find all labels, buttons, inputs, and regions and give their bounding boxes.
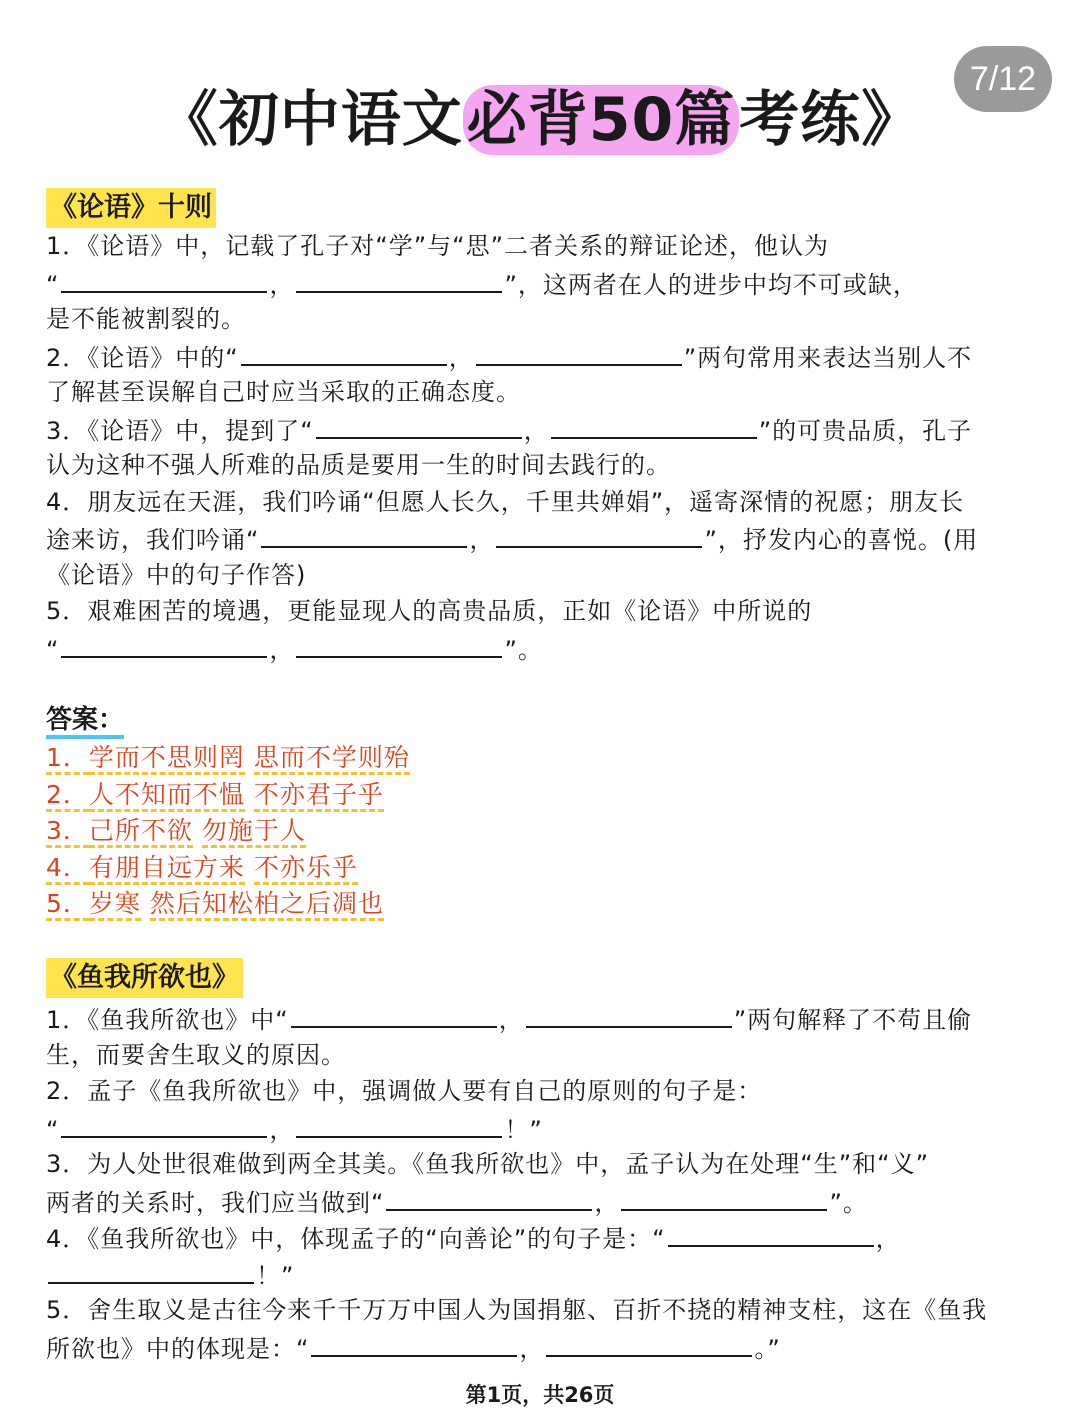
answer-blank[interactable] [316,411,522,439]
answer-blank[interactable] [61,1110,267,1138]
answer-blank[interactable] [551,411,757,439]
question-line: 途来访，我们吟诵“ ， ”，抒发内心的喜悦。(用 [46,520,1036,556]
page-counter-badge: 7/12 [954,46,1052,112]
title-suffix: 考练》 [739,85,923,155]
answer-item: 1．学而不思则罔 思而不学则殆 [46,740,410,776]
answer-blank[interactable] [386,1183,592,1211]
question-line: 5．艰难困苦的境遇，更能显现人的高贵品质，正如《论语》中所说的 [46,597,813,625]
answer-blank[interactable] [476,338,682,366]
question-line: 是不能被割裂的。 [46,305,246,333]
answer-blank[interactable] [296,1110,502,1138]
answer-blank[interactable] [291,1000,497,1028]
question-line: ！” [46,1256,1036,1292]
question-line: 3．为人处世很难做到两全其美。《鱼我所欲也》中，孟子认为在处理“生”和“义” [46,1150,930,1178]
answer-blank[interactable] [48,1256,254,1284]
question-line: 2．《论语》中的“ ， ”两句常用来表达当别人不 [46,338,1036,374]
answer-blank[interactable] [241,338,447,366]
section-heading-lunyu: 《论语》十则 [46,188,216,228]
title-prefix: 《初中语文 [157,85,463,155]
page-title [0,84,1080,156]
page-footer: 第1页，共26页 [465,1383,615,1407]
answer-item: 2．人不知而不愠 不亦君子乎 [46,777,384,813]
answer-item: 3．己所不欲 勿施于人 [46,813,306,849]
question-line: “ ， ”，这两者在人的进步中均不可或缺， [46,265,1036,301]
question-line: 《论语》中的句子作答) [46,561,307,589]
answer-blank[interactable] [526,1000,732,1028]
question-line: “ ， ”。 [46,630,1036,666]
question-line: 5．舍生取义是古往今来千千万万中国人为国捐躯、百折不挠的精神支柱，这在《鱼我 [46,1296,988,1324]
answers-heading: 答案： [46,702,124,738]
question-line: 1．《鱼我所欲也》中“ ， ”两句解释了不苟且偷 [46,1000,1036,1036]
question-line: 认为这种不强人所难的品质是要用一生的时间去践行的。 [46,451,671,479]
question-line: 两者的关系时，我们应当做到“ ， ”。 [46,1183,1036,1219]
answer-blank[interactable] [546,1329,752,1357]
answer-item: 5．岁寒 然后知松柏之后凋也 [46,886,384,922]
answer-blank[interactable] [621,1183,827,1211]
question-line: 2．孟子《鱼我所欲也》中，强调做人要有自己的原则的句子是： [46,1077,763,1105]
answer-blank[interactable] [61,630,267,658]
question-line: 了解甚至误解自己时应当采取的正确态度。 [46,378,521,406]
section-heading-yuwosuoyuye: 《鱼我所欲也》 [46,958,243,998]
answer-blank[interactable] [311,1329,517,1357]
question-line: 所欲也》中的体现是：“ ， 。” [46,1329,1036,1365]
answer-blank[interactable] [61,265,267,293]
answer-item: 4．有朋自远方来 不亦乐乎 [46,850,358,886]
answer-blank[interactable] [296,265,502,293]
question-line: 3．《论语》中，提到了“ ， ”的可贵品质，孔子 [46,411,1036,447]
answer-blank[interactable] [668,1219,874,1247]
question-line: 生，而要舍生取义的原因。 [46,1041,346,1069]
question-line: “ ， ！” [46,1110,1036,1146]
question-line: 1．《论语》中，记载了孔子对“学”与“思”二者关系的辩证论述，他认为 [46,232,830,260]
question-line: 4．朋友远在天涯，我们吟诵“但愿人长久，千里共婵娟”，遥寄深情的祝愿；朋友长 [46,488,965,516]
answer-blank[interactable] [296,630,502,658]
answer-blank[interactable] [261,520,467,548]
answer-blank[interactable] [496,520,702,548]
question-line: 4．《鱼我所欲也》中，体现孟子的“向善论”的句子是：“ ， [46,1219,1036,1255]
title-highlight: 必背50篇 [463,85,740,155]
